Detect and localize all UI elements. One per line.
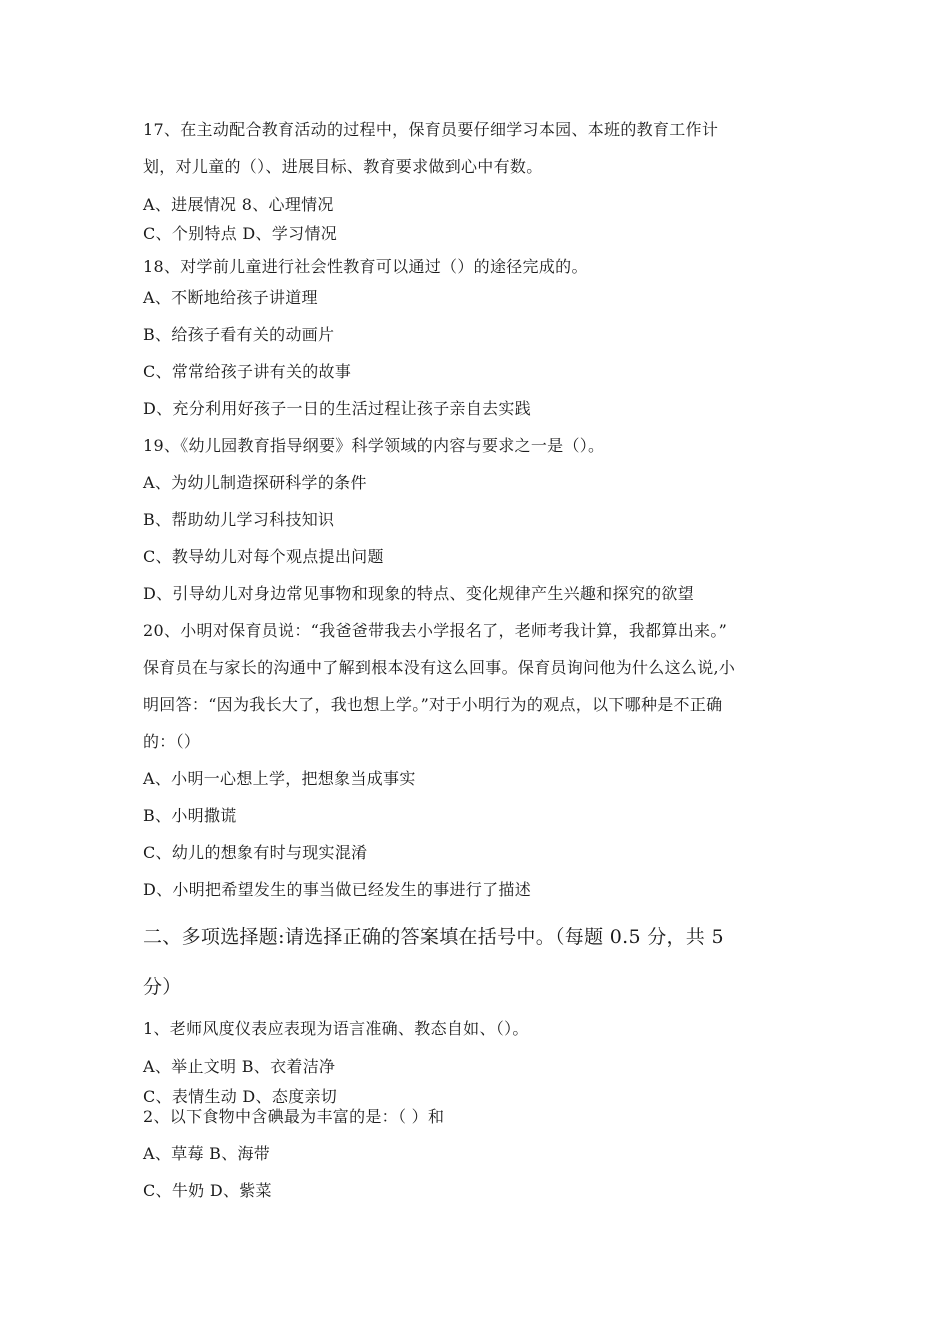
mq2-options-cd: C、牛奶 D、紫菜	[143, 1181, 272, 1200]
q20-option-a: A、小明一心想上学，把想象当成事实	[143, 769, 416, 788]
section-heading-line1: 二、多项选择题:请选择正确的答案填在括号中。（每题 0.5 分，共 5	[143, 926, 724, 948]
q17-options-cd: C、个别特点 D、学习情况	[143, 224, 338, 243]
q19-stem: 19、《幼儿园教育指导纲要》科学领域的内容与要求之一是（）。	[143, 436, 605, 455]
mq2-options-ab: A、草莓 B、海带	[143, 1144, 271, 1163]
q17-options-ab: A、进展情况 8、心理情况	[143, 195, 334, 214]
q18-option-a: A、不断地给孩子讲道理	[143, 288, 318, 307]
mq2-stem: 2、以下食物中含碘最为丰富的是：（ ）和	[143, 1107, 445, 1126]
section-heading-line2: 分）	[143, 976, 182, 998]
q17-stem-line2: 划，对儿童的（）、进展目标、教育要求做到心中有数。	[143, 157, 543, 176]
q19-option-d: D、引导幼儿对身边常见事物和现象的特点、变化规律产生兴趣和探究的欲望	[143, 584, 695, 603]
q20-option-b: B、小明撒谎	[143, 806, 237, 825]
q19-option-c: C、教导幼儿对每个观点提出问题	[143, 547, 384, 566]
q18-option-b: B、给孩子看有关的动画片	[143, 325, 335, 344]
q17-stem-line1: 17、在主动配合教育活动的过程中，保育员要仔细学习本园、本班的教育工作计	[143, 120, 719, 139]
q20-option-d: D、小明把希望发生的事当做已经发生的事进行了描述	[143, 880, 532, 899]
q20-option-c: C、幼儿的想象有时与现实混淆	[143, 843, 368, 862]
q19-option-b: B、帮助幼儿学习科技知识	[143, 510, 335, 529]
q18-stem: 18、对学前儿童进行社会性教育可以通过（）的途径完成的。	[143, 257, 588, 276]
q20-stem-line4: 的：（）	[143, 732, 201, 751]
mq1-options-ab: A、举止文明 B、衣着洁净	[143, 1057, 336, 1076]
q18-option-c: C、常常给孩子讲有关的故事	[143, 362, 352, 381]
q20-stem-line2: 保育员在与家长的沟通中了解到根本没有这么回事。保育员询问他为什么这么说,小	[143, 658, 736, 677]
q19-option-a: A、为幼儿制造探研科学的条件	[143, 473, 367, 492]
mq1-stem: 1、老师风度仪表应表现为语言准确、教态自如、（）。	[143, 1019, 529, 1038]
q20-stem-line3: 明回答：“因为我长大了，我也想上学。”对于小明行为的观点，以下哪种是不正确	[143, 695, 723, 714]
mq1-options-cd: C、表情生动 D、态度亲切	[143, 1087, 338, 1106]
q18-option-d: D、充分利用好孩子一日的生活过程让孩子亲自去实践	[143, 399, 532, 418]
q20-stem-line1: 20、小明对保育员说：“我爸爸带我去小学报名了，老师考我计算，我都算出来。”	[143, 621, 728, 640]
